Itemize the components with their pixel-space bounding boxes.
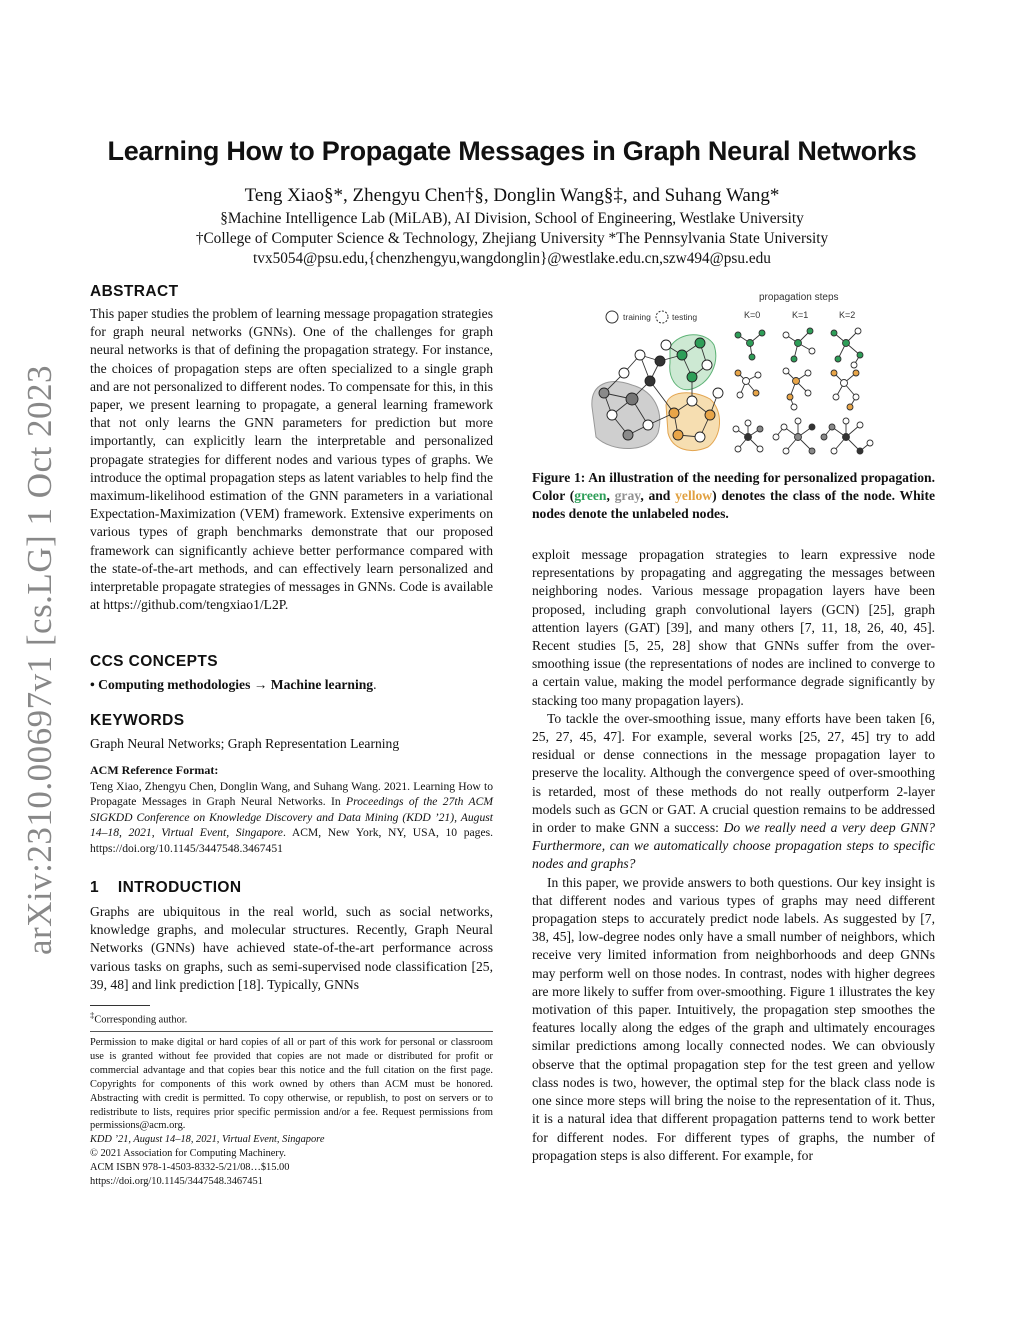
affiliation-2: †College of Computer Science & Technology, Zhejiang University *The Pennsylvania State University — [195, 230, 829, 247]
doi-line: https://doi.org/10.1145/3447548.3467451 — [90, 1176, 263, 1188]
footnote-text: Corresponding author. — [94, 1014, 188, 1026]
keywords-heading: KEYWORDS — [90, 712, 185, 729]
reference-format-text — [90, 779, 493, 856]
caption-part-a: Figure 1: An illustration of the needing for personalized propagation. Color ( — [532, 470, 935, 504]
arxiv-sidebar — [14, 360, 66, 960]
mini-graph-green-k1 — [783, 328, 815, 362]
footnote-mark: ‡ — [90, 1010, 95, 1020]
introduction-section — [90, 879, 493, 994]
mini-graph-green-k2 — [831, 328, 863, 368]
caption-yellow: yellow — [675, 488, 713, 504]
caption-sep-1: , — [606, 488, 615, 504]
ccs-arrow: → — [253, 677, 268, 692]
copyright-line: © 2021 Association for Computing Machinery. — [90, 1148, 286, 1160]
section-title: INTRODUCTION — [117, 879, 242, 896]
mini-graph-gray-k0 — [733, 420, 763, 452]
mini-graph-yellow-k0 — [735, 370, 761, 398]
legend-testing-marker — [656, 311, 668, 323]
mini-graph-yellow-k1 — [783, 368, 811, 410]
isbn-line: ACM ISBN 978-1-4503-8332-5/21/08…$15.00 — [90, 1162, 290, 1174]
reference-plain-1: Teng Xiao, Zhengyu Chen, Donglin Wang, and Suhang Wang. 2021. Learning How to Propagate Messages in Graph Neural Networks. In — [90, 780, 493, 809]
author-list: Teng Xiao§*, Zhengyu Chen†§, Donglin Wang§‡, and Suhang Wang* — [244, 185, 780, 206]
ccs-section — [90, 653, 493, 694]
reference-format-section — [90, 763, 493, 856]
caption-green: green — [574, 488, 607, 504]
ccs-sub-concept: Machine learning — [270, 677, 374, 692]
mini-graph-gray-k2 — [821, 418, 873, 454]
ccs-bullet: • — [90, 677, 95, 692]
mini-graph-green-k0 — [735, 330, 765, 360]
reference-venue: Proceedings of the 27th ACM SIGKDD Conference on Knowledge Discovery and Data Mining (KDD ’21), August 14–18, 2021, Virtual Event, Singapore — [90, 795, 493, 840]
venue-line: KDD ’21, August 14–18, 2021, Virtual Event, Singapore — [90, 1134, 325, 1146]
legend-testing-text: testing — [672, 312, 698, 322]
caption-sep-2: , and — [640, 488, 676, 504]
intro-p2-text: To tackle the over-smoothing issue, many efforts have been taken [6, 25, 27, 45, 47]. For example, several works [25, 27, 45] try to add residual or dense connections in the message propagation layer to preserve the locality. Although the convergence speed of over-smoothing is retarded, most of these methods do not really outperform 2-layer models such as GCN or GAT. A crucial question remains to be addressed in order to make GNN a success: — [532, 710, 935, 836]
introduction-continued — [532, 546, 935, 1165]
introduction-heading — [90, 879, 493, 897]
k1-label: K=1 — [792, 310, 809, 320]
ccs-concept: Computing methodologies — [98, 677, 251, 692]
reference-format-heading: ACM Reference Format: — [90, 763, 219, 777]
ccs-text — [90, 676, 493, 694]
intro-paragraph-2 — [532, 710, 935, 874]
mini-graph-gray-k1 — [773, 418, 815, 454]
k2-label: K=2 — [839, 310, 856, 320]
abstract-heading: ABSTRACT — [90, 283, 179, 300]
legend-training-marker — [606, 311, 618, 323]
permission-text: Permission to make digital or hard copies of all or part of this work for personal or classroom use is granted without fee provided that copies are not made or distributed for profit or commercial advantage and that copies bear this notice and the full citation on the first page. Copyrights for components of this work owned by others than ACM must be honored. Abstracting with credit is permitted. To copy otherwise, or republish, to post on servers or to redistribute to lists, requires prior specific permission and/or a fee. Request permissions from permissions@acm.org. — [90, 1037, 493, 1132]
intro-paragraph-1: Graphs are ubiquitous in the real world, such as social networks, knowledge graphs, and molecular structures. Recently, Graph Neural Networks (GNNs) have achieved state-of-the-art performance across various tasks on graphs, such as semi-supervised node classification [25, 39, 48] and link prediction [18]. Typically, GNNs — [90, 904, 493, 992]
ccs-heading: CCS CONCEPTS — [90, 653, 218, 670]
permission-rule — [90, 1031, 493, 1032]
caption-part-b: ) denotes the class of the node. White nodes denote the unlabeled nodes. — [532, 488, 936, 522]
propagation-steps-label: propagation steps — [759, 292, 839, 303]
k0-label: K=0 — [744, 310, 761, 320]
keywords-section — [90, 712, 493, 753]
author-emails: tvx5054@psu.edu,{chenzhengyu,wangdonglin}@westlake.edu.cn,szw494@psu.edu — [253, 250, 771, 267]
abstract-section — [90, 283, 493, 614]
figure-graph-illustration — [532, 285, 935, 465]
section-number: 1 — [90, 879, 100, 896]
intro-paragraph-3: In this paper, we provide answers to both questions. Our key insight is that different nodes and various types of graphs may need different propagation steps to accurately predict node labels. As suggested by [7, 38, 45], low-degree nodes only have a small number of neighbors, which receive very limited information from neighborhoods and deep GNNs may perform well on those nodes. In contrast, nodes with higher degrees are more likely to suffer from over-smoothing. Figure 1 illustrates the key motivation of this paper. Intuitively, the propagation step smoothes the features locally along the edges of the graph and ultimately encourages similar predictions among locally connected nodes. We can obviously observe that the optimal propagation step for the test green and yellow class nodes is two, however, the optimal step for the black class node is one since more steps will bring the noise to the representation of it. Thus, it is a natural idea that different propagation patterns tend to work better for different nodes. For different types of graphs, the number of propagation steps is also different. For example, for — [532, 874, 935, 1163]
arxiv-identifier: arXiv:2310.00697v1 [cs.LG] 1 Oct 2023 — [20, 364, 59, 956]
ccs-end: . — [373, 677, 377, 692]
caption-gray: gray — [614, 488, 641, 504]
mini-graph-yellow-k2 — [831, 370, 859, 410]
intro-paragraph-1-cont: exploit message propagation strategies to learn expressive node representations by propagating and aggregating the messages between neighboring nodes. Various message propagation layers have been proposed, including graph convolutional layers (GCN) [25], graph attention layers (GAT) [39], and many others [7, 11, 18, 26, 40, 45]. Recent studies [5, 25, 28] show that GNNs suffer from the over-smoothing issue (the representations of nodes are inclined to converge to a certain value, making the model performance degrade significantly by stacking too many propagation layers). — [532, 547, 935, 708]
legend-training-text: training — [623, 312, 651, 322]
reference-plain-2: . ACM, New York, NY, USA, 10 pages. https://doi.org/10.1145/3447548.3467451 — [90, 826, 493, 855]
figure-1 — [532, 285, 935, 465]
intro-p2-question: Do we really need a very deep GNN? Furthermore, can we automatically choose propagation steps to specific nodes and graphs? — [532, 820, 935, 872]
footnote — [90, 1009, 493, 1027]
paper-title: Learning How to Propagate Messages in Graph Neural Networks — [107, 136, 917, 166]
keywords-text: Graph Neural Networks; Graph Representation Learning — [90, 736, 400, 751]
affiliation-1: §Machine Intelligence Lab (MiLAB), AI Division, School of Engineering, Westlake University — [220, 210, 804, 227]
footnote-rule — [90, 1005, 150, 1006]
figure-1-caption — [532, 469, 935, 524]
abstract-text: This paper studies the problem of learning message propagation strategies for graph neural networks (GNNs). One of the challenges for graph neural networks is that of defining the propagation strategy. For instance, the choices of propagation steps are often specialized to a single graph and are not personalized to different nodes. To compensate for this, in this paper, we present learning to propagate, a general learning framework that not only learns the GNN parameters for prediction but more importantly, can explicitly learn the interpretable and personalized propagate strategies for different nodes and various types of graphs. We introduce the optimal propagation steps as latent variables to help find the maximum-likelihood estimation of the GNN parameters in a variational Expectation-Maximization (VEM) framework. Extensive experiments on various types of graph benchmarks demonstrate that our proposed framework can significantly achieve better performance compared with the state-of-the-art methods, and can effectively learn personalized and interpretable propagate strategies of messages in GNNs. Code is available at https://github.com/tengxiao1/L2P. — [90, 306, 493, 613]
permission-block — [90, 1036, 493, 1189]
